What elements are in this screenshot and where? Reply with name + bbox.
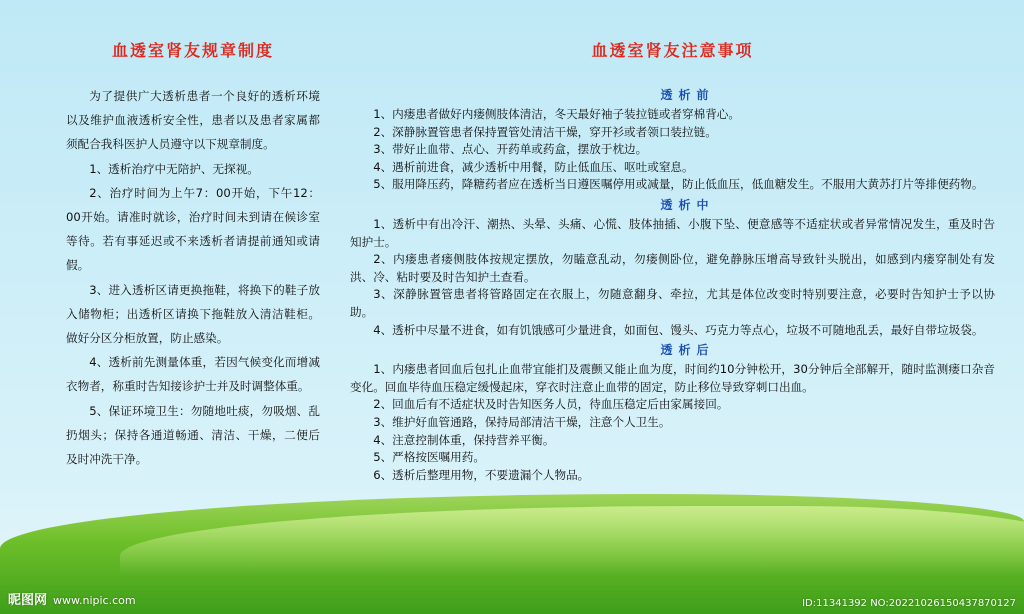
rules-paragraph: 3、进入透析区请更换拖鞋，将换下的鞋子放入储物柜；出透析区请换下拖鞋放入清洁鞋柜。做好分区分柜放置，防止感染。: [66, 282, 320, 346]
list-item: 5、严格按医嘱用药。: [373, 450, 485, 465]
rules-paragraph: 2、治疗时间为上午7：00开始，下午12：00开始。请准时就诊，治疗时间未到请在候诊室等待。若有事延迟或不来透析者请提前通知或请假。: [66, 185, 320, 273]
list-item: 1、内瘘患者做好内瘘侧肢体清洁，冬天最好袖子装拉链或者穿棉背心。: [373, 107, 740, 121]
list-item: 3、维护好血管通路，保持局部清洁干燥，注意个人卫生。: [373, 414, 671, 429]
rules-title: 血透室肾友规章制度: [111, 41, 274, 60]
notes-title: 血透室肾友注意事项: [591, 41, 754, 60]
watermark-brand: [8, 589, 136, 608]
list-item: 3、深静脉置管患者将管路固定在衣服上，勿随意翻身、牵拉，尤其是体位改变时特别要注意，必要时告知护士予以协助。: [350, 287, 995, 319]
list-item: 4、遇析前进食，减少透析中用餐，防止低血压、呕吐或窒息。: [373, 159, 694, 174]
rules-body: [66, 84, 320, 471]
list-item: 5、服用降压药，降糖药者应在透析当日遵医嘱停用或减量，防止低血压，低血糖发生。不服用大黄苏打片等排便药物。: [373, 177, 984, 192]
section-heading-after: 透析后: [660, 343, 715, 358]
list-item: 4、透析中尽量不进食，如有饥饿感可少量进食，如面包、馒头、巧克力等点心，垃圾不可随地乱丢，最好自带垃圾袋。: [373, 322, 984, 337]
section-heading-during: 透析中: [660, 197, 715, 212]
list-item: 2、深静脉置管患者保持置管处清洁干燥，穿开衫或者领口装拉链。: [373, 124, 717, 139]
watermark-id: ID:11341392 NO:20221026150437870127: [802, 598, 1016, 609]
list-item: 1、内瘘患者回血后包扎止血带宜能扪及震颤又能止血为度，时间约10分钟松开，30分钟后全部解开，随时监测瘘口杂音变化。回血毕待血压稳定缓慢起床，穿衣时注意止血带的固定，防止移位导致穿刺口出血。: [350, 362, 995, 394]
list-item: 1、透析中有出冷汗、潮热、头晕、头痛、心慌、肢体抽插、小腹下坠、便意感等不适症状或者异常情况发生，重及时告知护士。: [350, 216, 995, 249]
list-item: 6、透析后整理用物，不要遗漏个人物品。: [373, 467, 590, 482]
watermark-brand-text: 昵图网: [8, 593, 48, 608]
rules-paragraph: 5、保证环境卫生：勿随地吐痰，勿吸烟、乱扔烟头；保持各通道畅通、清洁、干燥，二便后及时冲洗干净。: [66, 403, 320, 467]
watermark-site: www.nipic.com: [53, 594, 136, 607]
rules-paragraph: 1、透析治疗中无陪护、无探视。: [89, 161, 259, 176]
notes-body: [350, 84, 995, 484]
section-heading-before: 透析前: [660, 88, 715, 102]
list-item: 2、内瘘患者瘘侧肢体按规定摆放，勿瞌意乱动，勿瘘侧卧位，避免静脉压增高导致针头脱出，如感到内瘘穿制处有发洪、冷、粘时要及时告知护土查看。: [350, 252, 995, 284]
list-item: 2、回血后有不适症状及时告知医务人员，待血压稳定后由家属接回。: [373, 397, 729, 412]
rules-paragraph: 为了提供广大透析患者一个良好的透析环境以及维护血液透析安全性，患者以及患者家属都须配合我科医护人员遵守以下规章制度。: [66, 89, 320, 152]
rules-paragraph: 4、透析前先测量体重，若因气候变化而增减衣物者，称重时告知接诊护士并及时调整体重。: [66, 355, 320, 394]
list-item: 4、注意控制体重，保持营养平衡。: [373, 432, 555, 447]
list-item: 3、带好止血带、点心、开药单或药盒，摆放于枕边。: [373, 142, 648, 157]
